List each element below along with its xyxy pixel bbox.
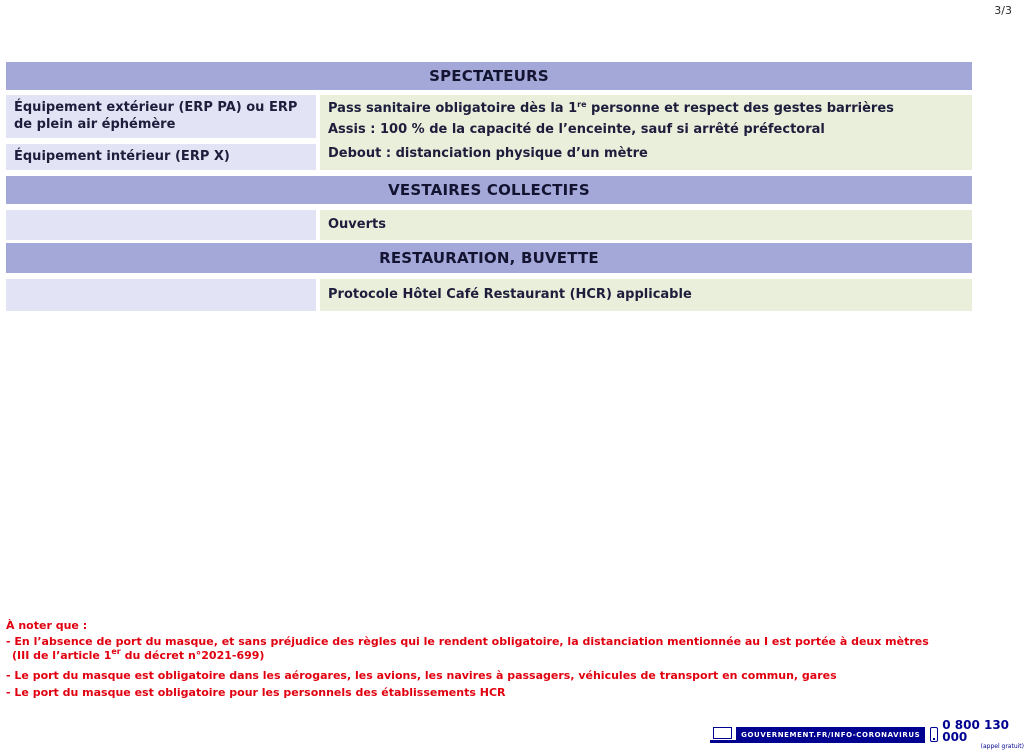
note-item: - Le port du masque est obligatoire pour les personnels des établissements HCR bbox=[6, 686, 506, 699]
footer-info bbox=[710, 719, 1024, 750]
notes-block bbox=[6, 617, 929, 701]
section-title: SPECTATEURS bbox=[429, 67, 549, 85]
section-title: RESTAURATION, BUVETTE bbox=[379, 249, 599, 267]
rules-table bbox=[6, 62, 972, 311]
section-header-vestiaires bbox=[6, 176, 972, 204]
section-title: VESTAIRES COLLECTIFS bbox=[388, 181, 590, 199]
section-header-spectateurs bbox=[6, 62, 972, 90]
cell-restauration-empty bbox=[6, 279, 316, 311]
table-row bbox=[6, 95, 972, 170]
phone-number[interactable]: 0 800 130 000 bbox=[942, 718, 1010, 744]
note-item: - Le port du masque est obligatoire dans les aérogares, les avions, les navires à passagers, véhicules de transport en commun, gares bbox=[6, 669, 837, 682]
gov-url-banner[interactable]: GOUVERNEMENT.FR/INFO-CORONAVIRUS bbox=[736, 727, 925, 743]
phone-icon bbox=[930, 727, 938, 742]
cell-vestiaires-empty bbox=[6, 210, 316, 240]
notes-heading: À noter que : bbox=[6, 619, 88, 632]
cell-vestiaires-rule: Ouverts bbox=[320, 210, 972, 240]
rule-debout: Debout : distanciation physique d’un mètre bbox=[328, 146, 648, 161]
left-column bbox=[6, 95, 316, 170]
cell-equipement-interieur: Équipement intérieur (ERP X) bbox=[6, 144, 316, 170]
rule-pass-sanitaire: Pass sanitaire obligatoire dès la 1re personne et respect des gestes barrières bbox=[328, 100, 894, 116]
page-number: 3/3 bbox=[994, 4, 1012, 17]
phone-block bbox=[942, 719, 1024, 750]
cell-equipement-exterieur: Équipement extérieur (ERP PA) ou ERP de plein air éphémère bbox=[6, 95, 316, 138]
note-item-continuation: (III de l’article 1er du décret n°2021-699) bbox=[12, 647, 265, 662]
laptop-icon bbox=[710, 726, 732, 744]
rule-assis: Assis : 100 % de la capacité de l’enceinte, sauf si arrêté préfectoral bbox=[328, 122, 825, 137]
table-row bbox=[6, 279, 972, 311]
section-header-restauration bbox=[6, 243, 972, 273]
note-item: - En l’absence de port du masque, et sans préjudice des règles qui le rendent obligatoire, la distanciation mentionnée au I est portée à deux mètres bbox=[6, 635, 929, 648]
cell-spectateurs-rules bbox=[320, 95, 972, 170]
cell-restauration-rule: Protocole Hôtel Café Restaurant (HCR) applicable bbox=[320, 279, 972, 311]
phone-note: (appel gratuit) bbox=[980, 743, 1024, 750]
table-row bbox=[6, 210, 972, 240]
